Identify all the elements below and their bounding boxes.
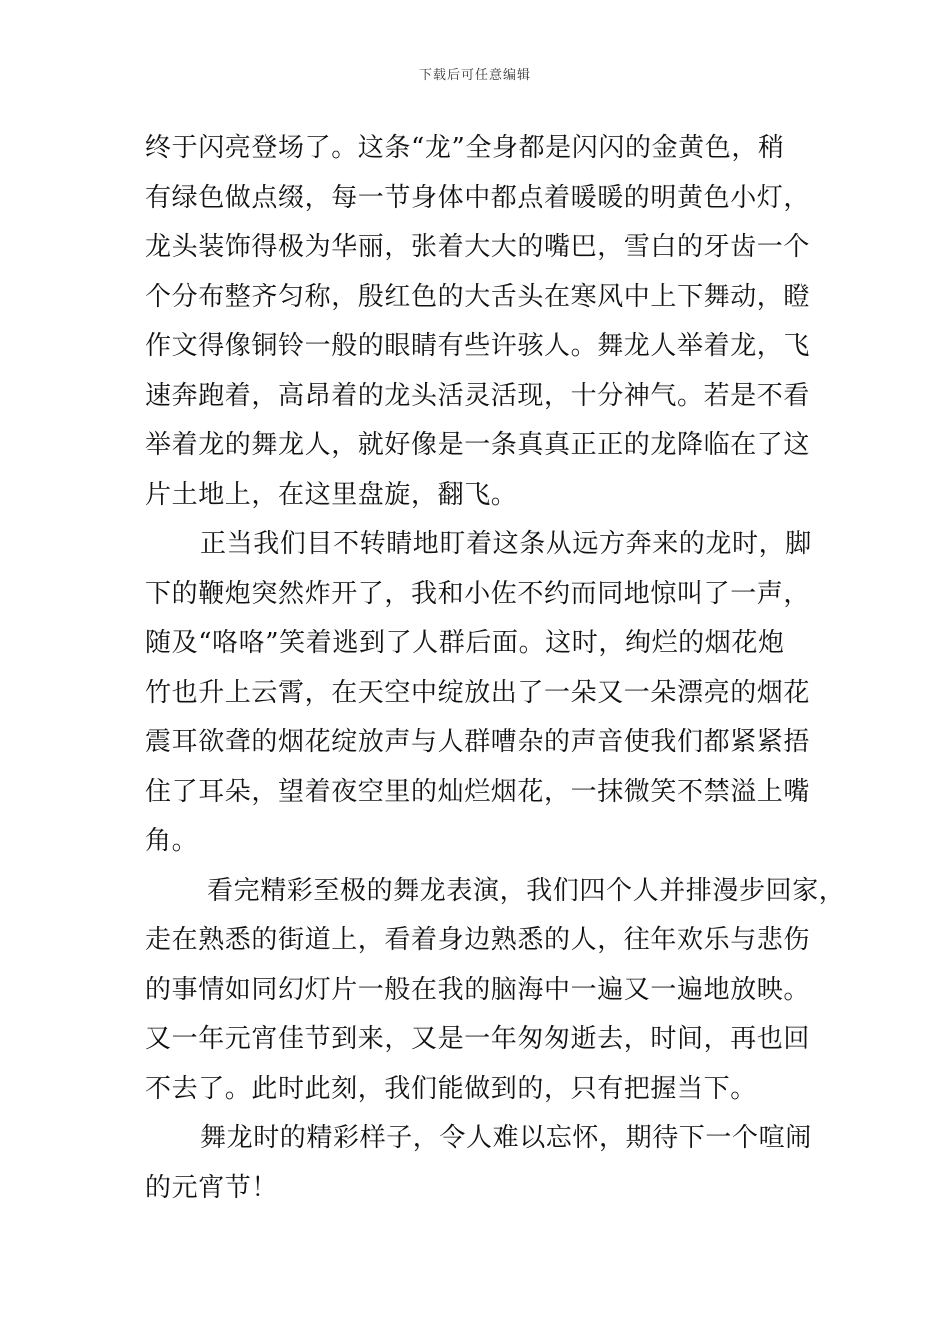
text-line: 个分布整齐匀称，殷红色的大舌头在寒风中上下舞动，瞪 [145, 281, 811, 312]
text-line: 的元宵节！ [145, 1172, 279, 1203]
text-line: 作文得像铜铃一般的眼睛有些许骇人。舞龙人举着龙，飞 [145, 331, 811, 361]
text-line: 正当我们目不转睛地盯着这条从远方奔来的龙时，脚 [200, 529, 812, 559]
text-line: 看完精彩至极的舞龙表演，我们四个人并排漫步回家， [207, 875, 846, 906]
text-line: 有绿色做点缀，每一节身体中都点着暖暖的明黄色小灯， [145, 182, 811, 213]
text-line: 龙头装饰得极为华丽，张着大大的嘴巴，雪白的牙齿一个 [145, 232, 811, 262]
text-line: 又一年元宵佳节到来，又是一年匆匆逝去，时间，再也回 [145, 1024, 811, 1054]
text-line: 终于闪亮登场了。这条“龙”全身都是闪闪的金黄色，稍 [145, 133, 785, 163]
text-line: 竹也升上云霄，在天空中绽放出了一朵又一朵漂亮的烟花 [145, 677, 811, 708]
document-body [145, 124, 846, 1213]
text-line: 不去了。此时此刻，我们能做到的，只有把握当下。 [145, 1073, 757, 1104]
text-line: 随及“咯咯”笑着逃到了人群后面。这时，绚烂的烟花炮 [145, 628, 785, 658]
text-line: 举着龙的舞龙人，就好像是一条真真正正的龙降临在了这 [145, 430, 811, 460]
text-line: 速奔跑着，高昂着的龙头活灵活现，十分神气。若是不看 [145, 380, 811, 411]
text-line: 住了耳朵，望着夜空里的灿烂烟花，一抹微笑不禁溢上嘴 [145, 776, 811, 807]
text-line: 下的鞭炮突然炸开了，我和小佐不约而同地惊叫了一声， [145, 578, 811, 609]
page-header-note: 下载后可任意编辑 [418, 68, 531, 83]
text-line: 走在熟悉的街道上，看着身边熟悉的人，往年欢乐与悲伤 [145, 925, 811, 955]
text-line: 舞龙时的精彩样子，令人难以忘怀，期待下一个喧闹 [200, 1123, 812, 1153]
text-line: 片土地上，在这里盘旋，翻飞。 [145, 479, 518, 510]
text-line: 震耳欲聋的烟花绽放声与人群嘈杂的声音使我们都紧紧捂 [145, 727, 811, 757]
text-line: 的事情如同幻灯片一般在我的脑海中一遍又一遍地放映。 [145, 974, 811, 1005]
text-line: 角。 [145, 826, 199, 856]
